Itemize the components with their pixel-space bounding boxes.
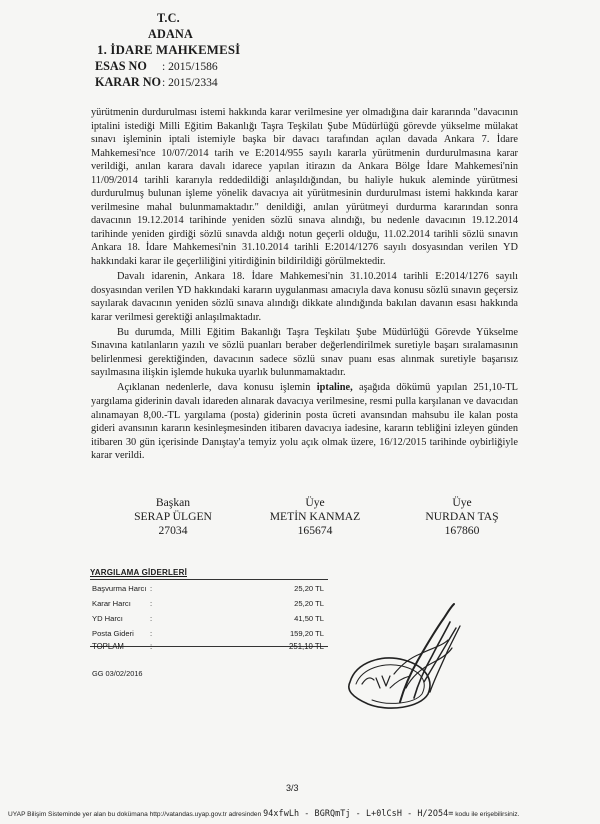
karar-label: KARAR NO: [95, 75, 162, 89]
access-code: 94xfwLh - BGRQmTj - L+0lCsH - H/2O54=: [263, 808, 454, 818]
judge-member-2: [407, 496, 517, 538]
karar-value: : 2015/2334: [162, 76, 218, 89]
judge-name: NURDAN TAŞ: [425, 510, 499, 523]
page-number: 3/3: [286, 783, 299, 793]
cost-colon: :: [150, 599, 153, 608]
cost-amount: 25,20 TL: [294, 584, 324, 593]
judge-title: Başkan: [155, 496, 191, 509]
paragraph-4-start: Açıklanan nedenlerle, dava konusu işlemin: [117, 382, 317, 394]
costs-title: YARGILAMA GİDERLERİ: [90, 568, 187, 577]
judge-number: 167860: [444, 524, 480, 537]
paragraph-3: Bu durumda, Milli Eğitim Bakanlığı Taşra Teşkilatı Şube Müdürlüğü Görevde Yükselme Sınavına katılanların yazılı ve sözlü puanları beraber değerlendirilmek suretiyle başarı sıralamasının belirlenmesi gerektiğinden, davacının sadece sözlü sınav puanı esas alınmak suretiyle başarısız sayılmasına ilişkin işlemde hukuka uyarlık bulunmamaktadır.: [91, 326, 518, 379]
paragraph-4: [91, 381, 518, 462]
total-value: 251,10 TL: [289, 642, 324, 651]
cost-amount: 159,20 TL: [289, 629, 324, 638]
cost-colon: :: [150, 629, 153, 638]
city-heading: ADANA: [148, 27, 194, 41]
judge-number: 165674: [297, 524, 333, 537]
signature-stamp-icon: [330, 598, 480, 718]
cost-row: [90, 614, 328, 626]
paragraph-1: yürütmenin durdurulması istemi hakkında karar verilmesine yer olmadığına dair kararında "davacının iptalini istediği Milli Eğitim Bakanlığı Taşra Teşkilatı Şube Müdürlüğü görevde yükselme mülakat sınavı işleminin iptali istemiyle başka bir davacı tarafından açılan davada Ankara 7. İdare Mahkemesi'nce 10/07/2014 tarih ve E:2014/955 sayılı kararla yürütmenin durdurulmasına karar verildiği, anılan karara davalı idarece yapılan itirazın da Ankara Bölge İdare Mahkemesi'nin 11/09/2014 tarihli kararıyla reddedildiği anlaşıldığından, bu haliyle hukuk aleminde yürütmesi durdurulmuş bulunan işleme yönelik davacıya ait yürütmesinin durdurulması istemi hakkında karar verilmesine mahal bulunmamaktadır." denildiği, anılan yürütmeyi durdurma kararından sonra davacının 19.12.2014 tarihinde yeniden sözlü sınava alındığı, bu nedenle davacının 19.12.2014 tarihinde yeniden girdiği sözlü sınavda aldığı notun geçerli olduğu, 11.02.2014 tarihli sözlü sınavın Ankara 18. İdare Mahkemesi'nin 31.10.2014 tarihli E:2014/1276 sayılı dosyasından verilen YD hakkındaki karar ile geçerliliğini yitirdiğinin bildirildiği görülmektedir.: [91, 107, 518, 268]
gg-date: GG 03/02/2016: [92, 669, 143, 678]
tc-heading: T.C.: [157, 11, 180, 25]
costs-table: [90, 579, 328, 647]
decision-body: [91, 106, 518, 464]
esas-value: : 2015/1586: [162, 60, 218, 73]
costs-section: [90, 568, 330, 647]
footer-text-end: kodu ile erişebilirsiniz.: [455, 811, 520, 818]
total-colon: :: [150, 642, 153, 651]
iptaline-bold: iptaline,: [316, 382, 353, 394]
cost-row: [90, 629, 328, 641]
total-label: TOPLAM: [92, 642, 124, 651]
judge-number: 27034: [158, 524, 188, 537]
cost-row: [90, 584, 328, 596]
cost-name: YD Harcı: [92, 614, 123, 623]
cost-amount: 41,50 TL: [294, 614, 324, 623]
cost-colon: :: [150, 614, 153, 623]
judge-title: Üye: [305, 496, 325, 509]
judge-member-1: [255, 496, 375, 538]
uyap-footer: [8, 808, 594, 818]
paragraph-2: Davalı idarenin, Ankara 18. İdare Mahkemesi'nin 31.10.2014 tarihli E:2014/1276 sayılı dosyasından verilen YD hakkındaki kararın uygulanması amacıyla dava konusu sözlü sınavın geçersiz sayılarak davacının yeniden sözlü sınava alındığı dikkate alındığında bakılan davanın esası hakkında karar verilmesi gerektiği anlaşılmaktadır.: [91, 271, 518, 323]
cost-name: Başvurma Harcı: [92, 584, 147, 593]
judge-title: Üye: [452, 496, 472, 509]
cost-colon: :: [150, 584, 153, 593]
cost-name: Posta Gideri: [92, 629, 134, 638]
cost-name: Karar Harcı: [92, 599, 131, 608]
footer-text-start: UYAP Bilişim Sisteminde yer alan bu dokümana http://vatandas.uyap.gov.tr adresinden: [8, 811, 262, 818]
esas-label: ESAS NO: [95, 59, 147, 73]
judge-president: [118, 496, 228, 538]
cost-amount: 25,20 TL: [294, 599, 324, 608]
paragraph-4-rest: aşağıda dökümü yapılan 251,10-TL yargılama giderinin davalı idareden alınarak davacıya verilmesine, resmi pulla karşılanan ve davacıdan alınamayan 8,00.-TL yargılama (posta) giderinin posta ücreti avansından mahsubu ile kalan posta gideri avansının kararın kesinleşmesinden itibaren davacıya iadesine, kararın tebliğini izleyen günden itibaren 30 gün içerisinde Danıştay'a temyiz yolu açık olmak üzere, 16/12/2015 tarihinde oybirliğiyle karar verildi.: [91, 382, 518, 462]
judge-name: METİN KANMAZ: [269, 510, 361, 523]
cost-row: [90, 599, 328, 611]
court-heading: 1. İDARE MAHKEMESİ: [97, 43, 241, 57]
judge-name: SERAP ÜLGEN: [134, 510, 212, 523]
